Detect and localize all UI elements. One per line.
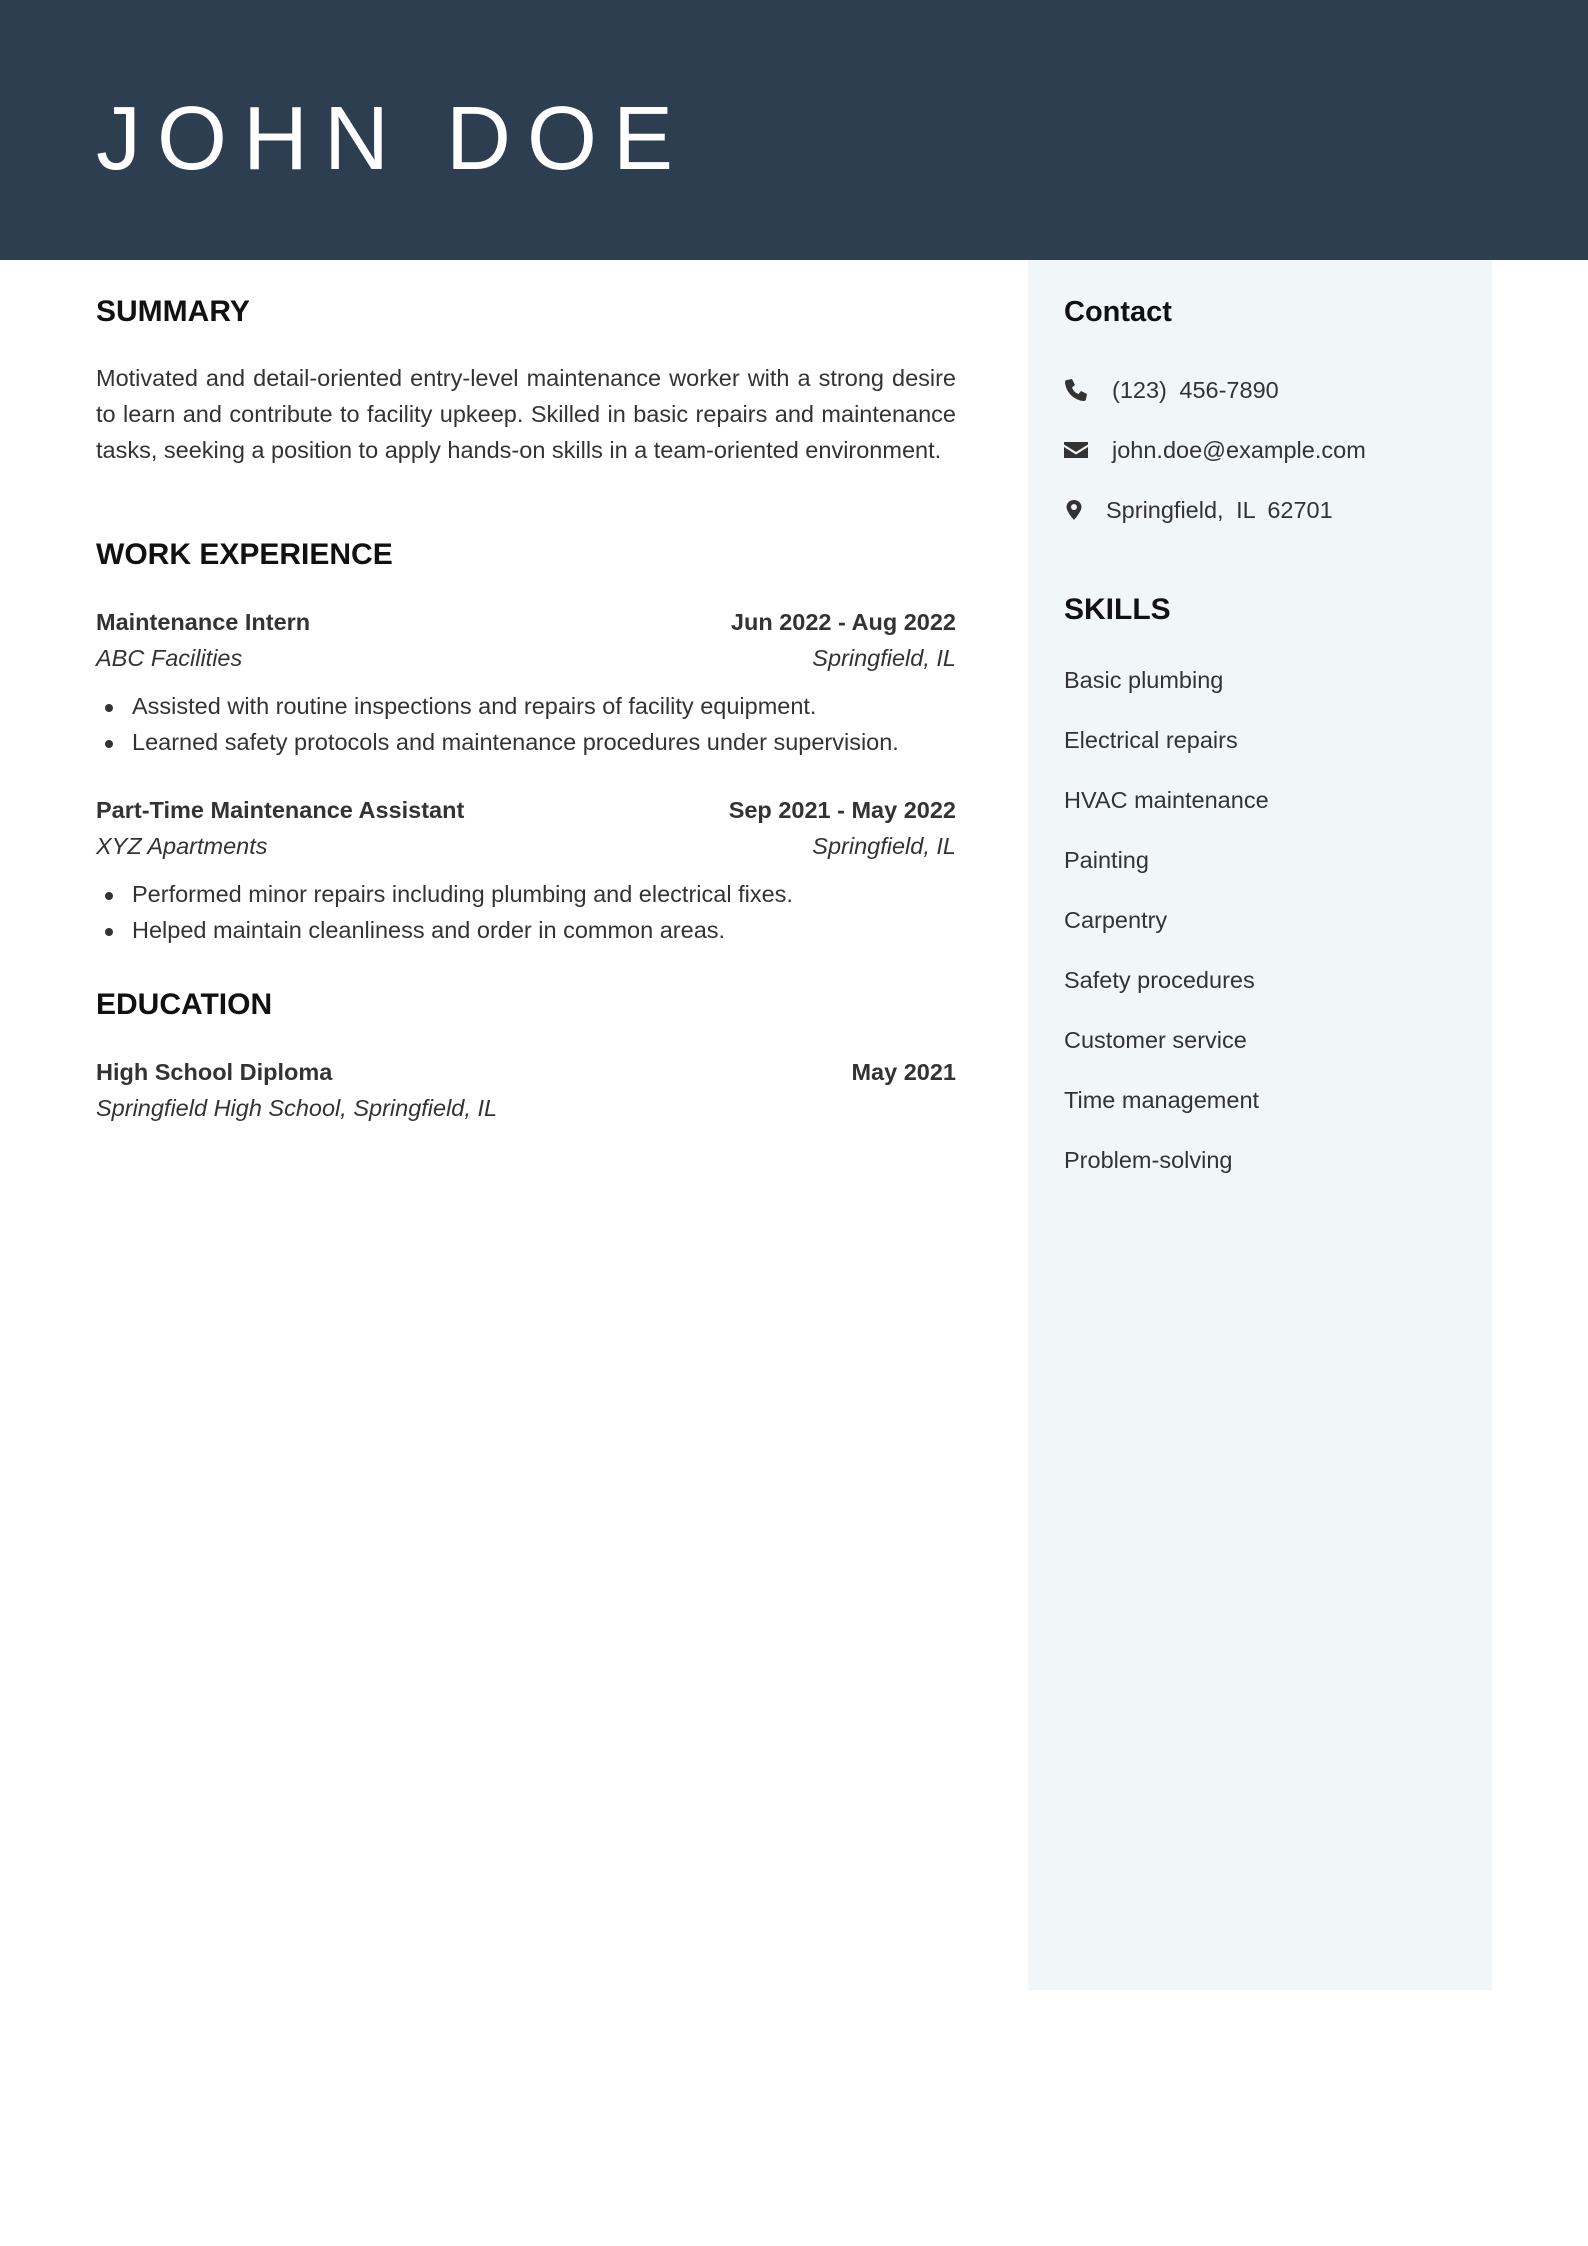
job-company: XYZ Apartments — [96, 833, 268, 859]
phone-icon — [1064, 378, 1088, 402]
experience-heading: WORK EXPERIENCE — [96, 538, 393, 571]
skill-item: Time management — [1064, 1087, 1260, 1113]
education-school-row — [96, 1090, 956, 1126]
education-heading: EDUCATION — [96, 988, 273, 1021]
education-date: May 2021 — [851, 1059, 956, 1085]
resume-header — [0, 0, 1588, 260]
map-marker-icon — [1064, 498, 1084, 522]
job-dates: Sep 2021 - May 2022 — [728, 797, 956, 823]
job-bullet: Performed minor repairs including plumbing and electrical fixes. — [96, 876, 956, 912]
job-company-row — [96, 640, 956, 676]
job-header-row — [96, 604, 956, 640]
sidebar — [1028, 260, 1492, 1990]
job-bullets — [96, 688, 956, 760]
job-location: Springfield, IL — [812, 833, 956, 859]
candidate-name: JOHN DOE — [96, 89, 690, 189]
skill-item: Safety procedures — [1064, 967, 1255, 993]
skills-list — [1064, 662, 1269, 1202]
job-header-row — [96, 792, 956, 828]
skill-item: Customer service — [1064, 1027, 1247, 1053]
summary-text: Motivated and detail-oriented entry-level maintenance worker with a strong desire to learn and contribute to facility upkeep. Skilled in basic repairs and maintenance tasks, seeking a position to apply hands-on skills in a team-oriented environment. — [96, 365, 956, 463]
contact-location-text: Springfield, IL 62701 — [1106, 497, 1333, 523]
skill-item: Painting — [1064, 847, 1149, 873]
skill-item: Carpentry — [1064, 907, 1168, 933]
job-title: Maintenance Intern — [96, 609, 311, 635]
job-company: ABC Facilities — [96, 645, 243, 671]
job-bullet: Assisted with routine inspections and repairs of facility equipment. — [96, 688, 956, 724]
education-degree: High School Diploma — [96, 1059, 333, 1085]
job-company-row — [96, 828, 956, 864]
skill-item: Electrical repairs — [1064, 727, 1238, 753]
education-school: Springfield High School, Springfield, IL — [96, 1095, 498, 1121]
skill-item: Basic plumbing — [1064, 667, 1224, 693]
skill-item: Problem-solving — [1064, 1147, 1233, 1173]
contact-heading: Contact — [1064, 296, 1172, 328]
job-location: Springfield, IL — [812, 645, 956, 671]
skill-item: HVAC maintenance — [1064, 787, 1269, 813]
job-dates: Jun 2022 - Aug 2022 — [730, 609, 956, 635]
education-header-row — [96, 1054, 956, 1090]
job-bullet: Learned safety protocols and maintenance procedures under supervision. — [96, 724, 956, 760]
envelope-icon — [1064, 438, 1088, 462]
job-bullets — [96, 876, 956, 948]
skills-heading: SKILLS — [1064, 593, 1171, 626]
summary-heading: SUMMARY — [96, 295, 250, 328]
contact-email-text: john.doe@example.com — [1112, 437, 1366, 463]
job-title: Part-Time Maintenance Assistant — [96, 797, 465, 823]
contact-phone-text: (123) 456-7890 — [1112, 377, 1279, 403]
job-bullet: Helped maintain cleanliness and order in common areas. — [96, 912, 956, 948]
